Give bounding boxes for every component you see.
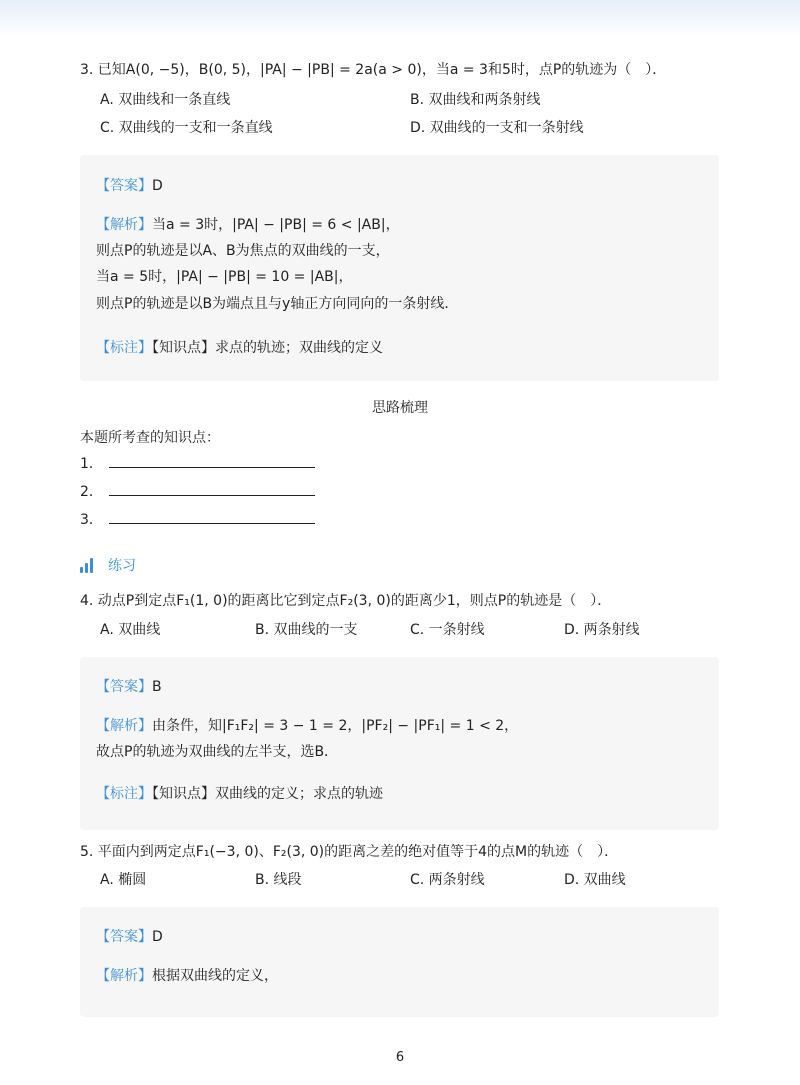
knowledge-prompt: 本题所考查的知识点：	[80, 430, 220, 446]
question-4-analysis-line-1	[96, 716, 518, 736]
analysis-text: 当a = 3时，|PA| − |PB| = 6 < |AB|，	[152, 217, 400, 233]
answer-tag: 【答案】	[96, 679, 152, 695]
question-5-stem: 5. 平面内到两定点F₁(−3, 0)、F₂(3, 0)的距离之差的绝对值等于4的点M的轨迹（ ）．	[80, 844, 619, 860]
question-4-option-b: B. 双曲线的一支	[255, 622, 358, 638]
question-3-option-a: A. 双曲线和一条直线	[100, 92, 231, 108]
question-3-note	[96, 338, 383, 358]
question-4-note	[96, 784, 383, 804]
question-4-answer	[96, 677, 162, 697]
answer-value: D	[152, 929, 163, 945]
blank-line-2	[80, 481, 315, 501]
page-number: 6	[395, 1050, 405, 1065]
blank-number: 3．	[80, 512, 103, 528]
question-3-solution-box	[80, 155, 719, 381]
question-4-option-c: C. 一条射线	[410, 622, 485, 638]
question-3-analysis-line-4: 则点P的轨迹是以B为端点且与y轴正方向同向的一条射线．	[96, 296, 459, 312]
blank-line-3	[80, 509, 315, 529]
note-tag: 【标注】	[96, 786, 152, 802]
signal-bars-icon	[80, 557, 98, 573]
question-5-option-a: A. 椭圆	[100, 872, 147, 888]
question-5-option-b: B. 线段	[255, 872, 302, 888]
note-tag: 【标注】	[96, 340, 152, 356]
question-3-option-d: D. 双曲线的一支和一条射线	[410, 120, 584, 136]
section-title: 思路梳理	[372, 400, 428, 416]
blank-number: 1．	[80, 456, 103, 472]
question-5-option-c: C. 两条射线	[410, 872, 485, 888]
question-4-option-d: D. 两条射线	[564, 622, 640, 638]
question-5-solution-box	[80, 907, 719, 1017]
note-text: 【知识点】双曲线的定义；求点的轨迹	[152, 786, 383, 802]
question-3-analysis-line-3: 当a = 5时，|PA| − |PB| = 10 = |AB|，	[96, 269, 353, 285]
question-3-analysis-line-2: 则点P的轨迹是以A、B为焦点的双曲线的一支，	[96, 243, 390, 259]
question-4-stem: 4. 动点P到定点F₁(1, 0)的距离比它到定点F₂(3, 0)的距离少1，则点P的轨迹是（ ）．	[80, 593, 612, 609]
blank-underline[interactable]	[109, 453, 315, 468]
answer-tag: 【答案】	[96, 178, 152, 194]
question-4-option-a: A. 双曲线	[100, 622, 161, 638]
question-4-solution-box	[80, 657, 719, 830]
analysis-tag: 【解析】	[96, 217, 152, 233]
question-3-analysis-line-1	[96, 215, 400, 235]
blank-number: 2．	[80, 484, 103, 500]
blank-underline[interactable]	[109, 509, 315, 524]
question-5-option-d: D. 双曲线	[564, 872, 626, 888]
analysis-text: 根据双曲线的定义，	[152, 968, 278, 984]
analysis-tag: 【解析】	[96, 718, 152, 734]
blank-line-1	[80, 453, 315, 473]
question-4-analysis-line-2: 故点P的轨迹为双曲线的左半支，选B．	[96, 744, 339, 760]
answer-value: D	[152, 178, 163, 194]
question-3-option-c: C. 双曲线的一支和一条直线	[100, 120, 273, 136]
analysis-tag: 【解析】	[96, 968, 152, 984]
note-text: 【知识点】求点的轨迹；双曲线的定义	[152, 340, 383, 356]
answer-tag: 【答案】	[96, 929, 152, 945]
question-3-stem: 3. 已知A(0, −5)，B(0, 5)，|PA| − |PB| = 2a(a > 0)，当a = 3和5时，点P的轨迹为（ ）．	[80, 62, 667, 78]
header-band	[0, 0, 800, 36]
blank-underline[interactable]	[109, 481, 315, 496]
question-5-analysis-line-1	[96, 966, 278, 986]
question-3-answer	[96, 176, 163, 196]
practice-label: 练习	[108, 558, 136, 574]
question-3-option-b: B. 双曲线和两条射线	[410, 92, 541, 108]
question-5-answer	[96, 927, 163, 947]
answer-value: B	[152, 679, 162, 695]
analysis-text: 由条件，知|F₁F₂| = 3 − 1 = 2，|PF₂| − |PF₁| = 1 < 2，	[152, 718, 519, 734]
